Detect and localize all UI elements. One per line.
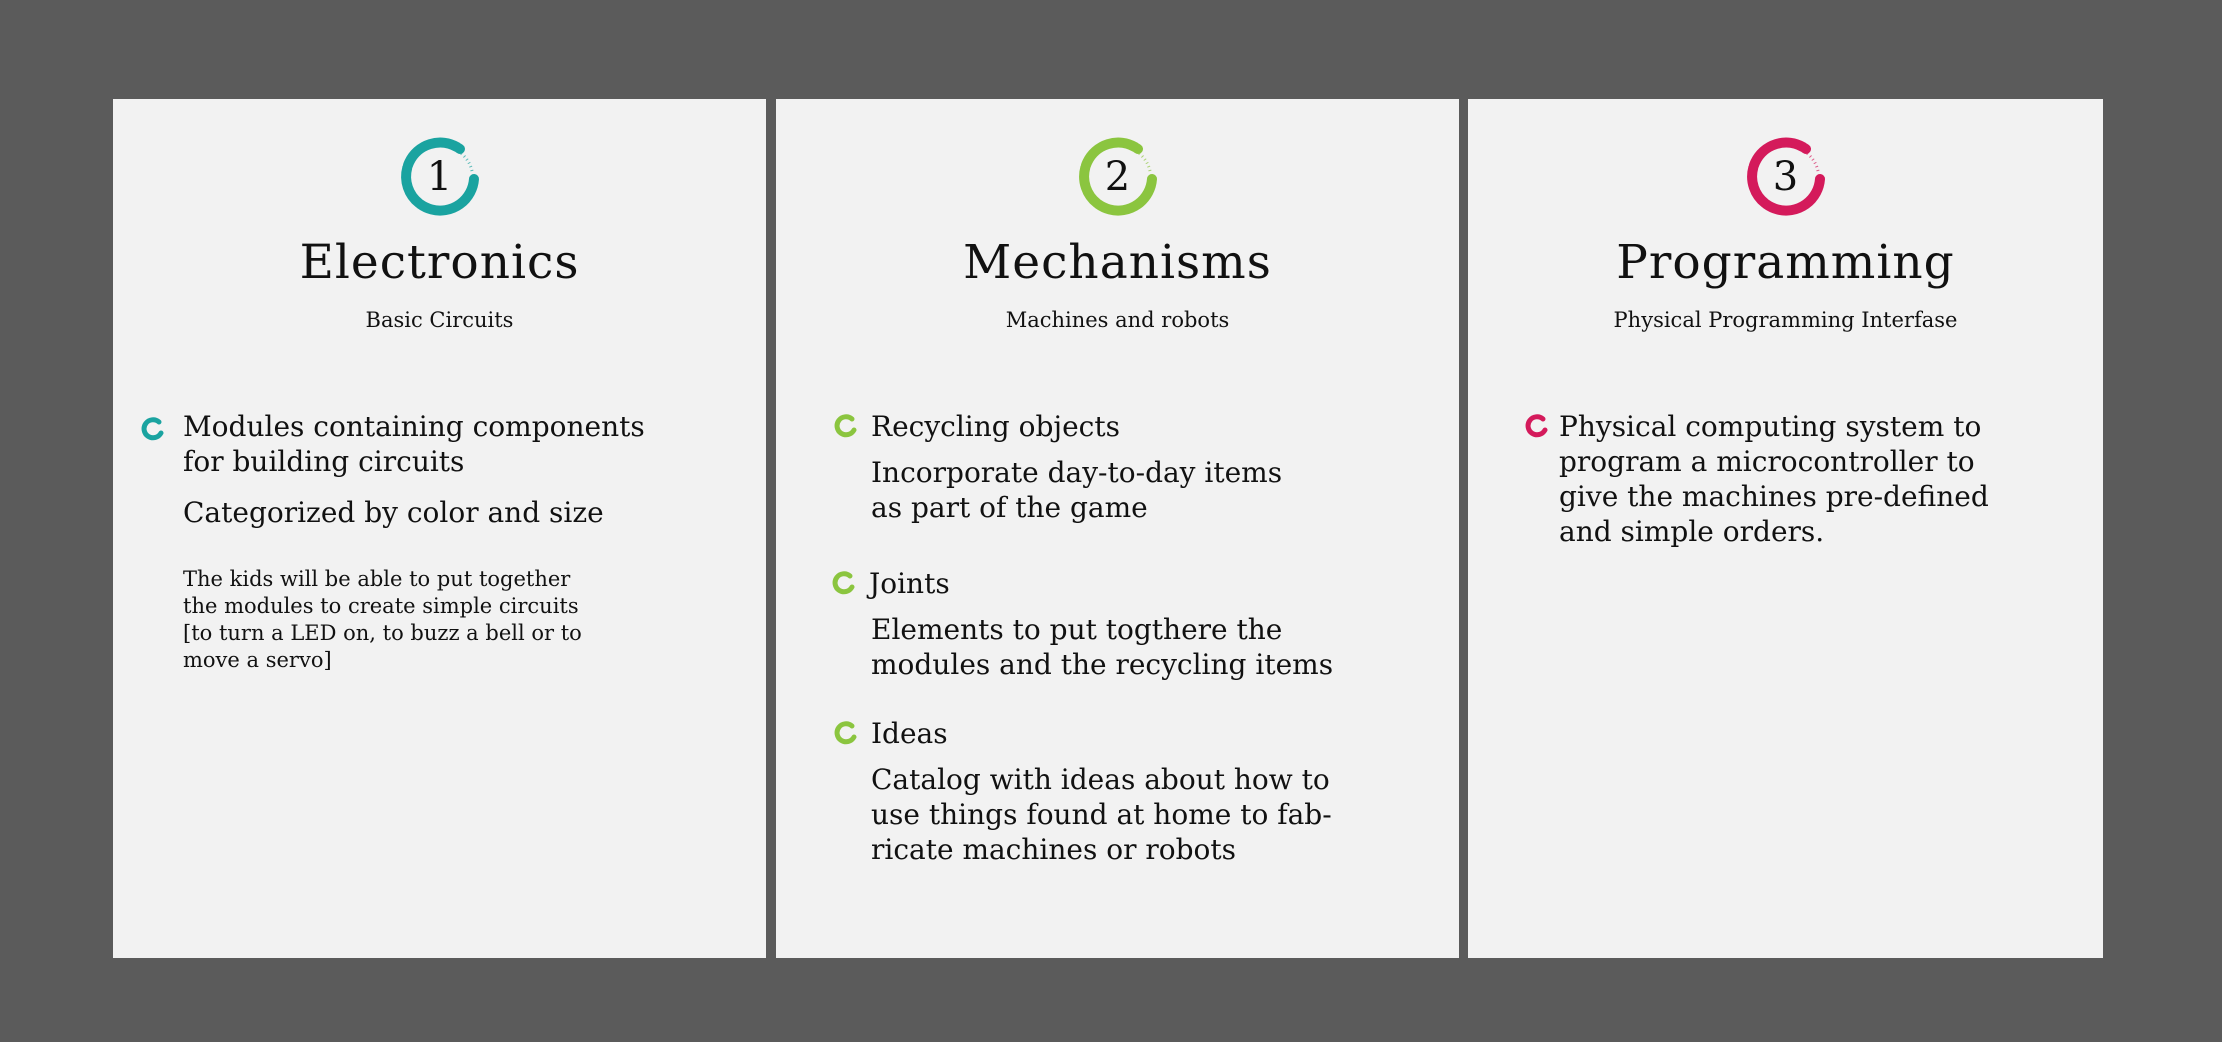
mechanisms-panel xyxy=(776,99,1459,958)
green-bullet-icon xyxy=(833,721,859,747)
list-item-heading: Physical computing system to program a microcontroller to give the machines pre-defined and simple orders. xyxy=(1559,410,1989,548)
number-badge-2 xyxy=(1076,135,1160,219)
section-subtitle: Machines and robots xyxy=(1005,308,1230,332)
list-item-heading: Joints xyxy=(869,567,950,600)
list-item-heading: Modules containing components for building circuits xyxy=(183,410,645,478)
green-bullet-icon xyxy=(831,571,857,597)
electronics-panel xyxy=(113,99,766,958)
list-item-heading: Recycling objects xyxy=(871,410,1120,443)
badge-number: 3 xyxy=(1772,154,1799,200)
programming-panel xyxy=(1468,99,2103,958)
magenta-bullet-icon xyxy=(1524,414,1550,440)
green-bullet-icon xyxy=(833,414,859,440)
section-subtitle: Basic Circuits xyxy=(365,308,514,332)
number-badge-1 xyxy=(398,135,482,219)
list-item-body: Elements to put togthere the modules and the recycling items xyxy=(871,613,1334,681)
section-subtitle: Physical Programming Interfase xyxy=(1613,308,1958,332)
section-title: Mechanisms xyxy=(963,235,1272,290)
section-title: Programming xyxy=(1616,235,1955,290)
badge-number: 2 xyxy=(1104,154,1131,200)
number-badge-3 xyxy=(1744,135,1828,219)
list-item-body: Categorized by color and size xyxy=(183,496,604,529)
badge-number: 1 xyxy=(426,154,453,200)
list-item-body: Catalog with ideas about how to use things found at home to fab- ricate machines or robots xyxy=(871,763,1332,866)
section-title: Electronics xyxy=(299,235,580,290)
list-item-heading: Ideas xyxy=(871,717,948,750)
teal-bullet-icon xyxy=(140,417,166,443)
list-item-body: Incorporate day-to-day items as part of the game xyxy=(871,456,1283,524)
list-item-note: The kids will be able to put together the modules to create simple circuits [to turn a LED on, to buzz a bell or to move a servo] xyxy=(183,567,582,672)
